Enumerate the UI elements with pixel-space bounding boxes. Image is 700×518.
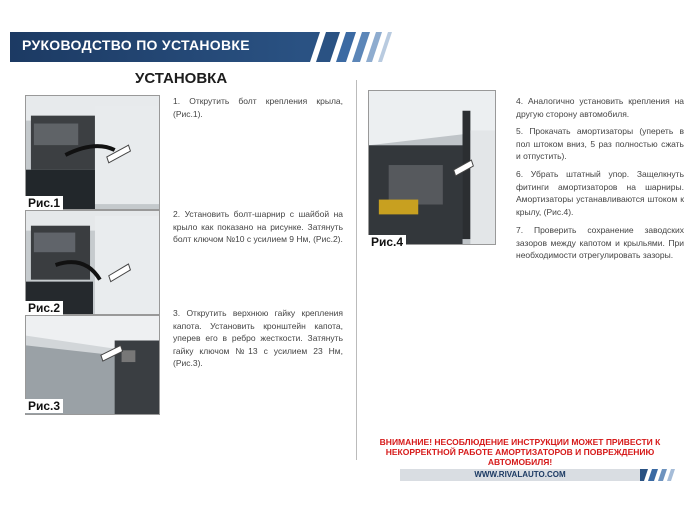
- figure-1-photo: [25, 95, 160, 210]
- step-3-text: 3. Открутить верхнюю гайку крепления капота. Установить кронштейн капота, уперев его в ребро жесткости. Затянуть гайку ключом №13 с усилием 23 Нм, (Рис.3).: [173, 308, 343, 368]
- footer-stripes-decoration: [640, 469, 685, 481]
- figure-4-label: Рис.4: [368, 235, 406, 249]
- step-6-text: 6. Убрать штатный упор. Защелкнуть фитинги амортизаторов на шарниры. Амортизаторы устанавливаются штоком к крылу, (Рис.4).: [516, 169, 684, 217]
- step-1-text: 1. Открутить болт крепления крыла, (Рис.1).: [173, 96, 343, 119]
- figure-2-photo: [25, 210, 160, 315]
- warning-text: ВНИМАНИЕ! НЕСОБЛЮДЕНИЕ ИНСТРУКЦИИ МОЖЕТ ПРИВЕСТИ К НЕКОРРЕКТНОЙ РАБОТЕ АМОРТИЗАТОРОВ И ПОВРЕЖДЕНИЮ АВТОМОБИЛЯ!: [379, 437, 661, 467]
- step-2-text: 2. Установить болт-шарнир с шайбой на крыло как показано на рисунке. Затянуть болт ключом №10 с усилием 9 Нм, (Рис.2).: [173, 209, 343, 244]
- section-title: УСТАНОВКА: [135, 70, 228, 87]
- banner-stripes-decoration: [300, 32, 420, 62]
- figure-4-photo: [368, 90, 496, 245]
- step-5-text: 5. Прокачать амортизаторы (упереть в пол штоком вниз, 5 раз полностью сжать и отпустить).: [516, 126, 684, 161]
- figure-2-label: Рис.2: [25, 301, 63, 315]
- figure-1-label: Рис.1: [25, 196, 63, 210]
- column-divider: [356, 80, 357, 460]
- page-header-title: РУКОВОДСТВО ПО УСТАНОВКЕ: [22, 37, 250, 53]
- step-4-text: 4. Аналогично установить крепления на другую сторону автомобиля.: [516, 96, 684, 119]
- step-7-text: 7. Проверить сохранение заводских зазоров между капотом и крыльями. При необходимости отрегулировать зазоры.: [516, 225, 684, 260]
- figure-3-label: Рис.3: [25, 399, 63, 413]
- footer-website-link[interactable]: WWW.RIVALAUTO.COM: [474, 470, 566, 479]
